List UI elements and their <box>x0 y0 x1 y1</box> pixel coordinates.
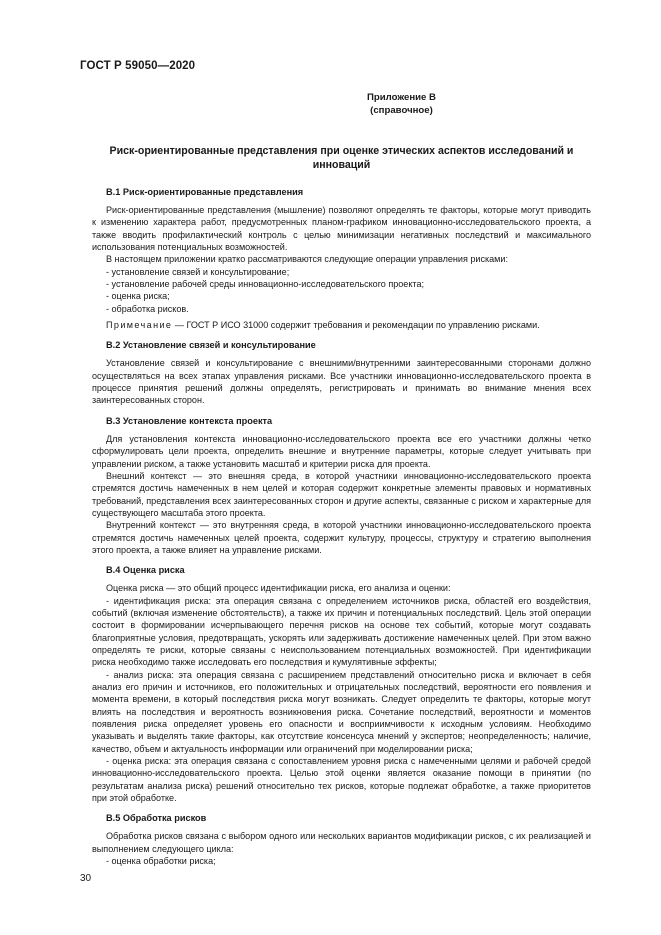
annex-title: Приложение В <box>367 92 436 103</box>
section-b1-paragraph: Риск-ориентированные представления (мышление) позволяют определять те факторы, которые могут приводить к изменению характера работ, предусмотренных планом-графиком инновационно-исследовательского проекта, а также вводить профилактический контроль с целью минимизации негативных последствий и максимального использования потенциальных возможностей. <box>92 205 591 253</box>
section-b4-paragraph: Оценка риска — это общий процесс идентификации риска, его анализа и оценки: <box>106 583 451 594</box>
section-b4-paragraph: - идентификация риска: эта операция связана с определением источников риска, областей его воздействия, событий (включая изменение обстоятельств), а также их причин и потенциальных последствий. Цель этой операции состоит в формировании исчерпывающего перечня рисков на основе тех событий, которые могут создавать благоприятные условия, предотвращать, ускорять или задерживать достижение намеченных целей. При этом важно определять те риски, которые связаны с неиспользованием потенциальных возможностей. При идентификации риска необходимо также исследовать его последствия и кумулятивные эффекты; <box>92 595 591 668</box>
list-item: - установление рабочей среды инновационно-исследовательского проекта; <box>106 279 424 290</box>
standard-code: ГОСТ Р 59050—2020 <box>80 60 196 72</box>
section-b4-paragraph: - анализ риска: эта операция связана с расширением представлений относительно риска и включает в себя анализ его причин и источников, его положительных и отрицательных последствий, вероятности его появления и момента времени, в который последствия риска могут возникать. Следует определить те факторы, которые могут влиять на последствия и вероятность возникновения риска. Сочетание последствий, вероятности и моментов появления риска определяет уровень его опасности и восприимчивости к исходным условиям. Необходимо указывать и выделять такие факторы, как отсутствие консенсуса мнений у экспертов; неопределенность; наличие, качество, объем и актуальность информации или ограничений при моделировании риска; <box>92 669 591 754</box>
section-b3-paragraph: Внутренний контекст — это внутренняя среда, в которой участники инновационно-исследовательского проекта стремятся достичь намеченных целей проекта, содержит культуру, процессы, структуру и стратегию выполнения этого проекта, а также влияет на управление рисками. <box>92 520 591 555</box>
list-item: - установление связей и консультирование; <box>106 266 290 277</box>
section-b5-paragraph: - оценка обработки риска; <box>106 856 216 867</box>
annex-main-title: Риск-ориентированные представления при оценке этических аспектов исследований и инноваций <box>109 145 574 171</box>
section-b4-title: В.4 Оценка риска <box>106 565 185 576</box>
note-text: — ГОСТ Р ИСО 31000 содержит требования и рекомендации по управлению рисками. <box>172 320 540 331</box>
annex-subtitle: (справочное) <box>370 104 433 116</box>
section-b1-paragraph: В настоящем приложении кратко рассматриваются следующие операции управления рисками: <box>106 254 508 265</box>
section-b3-paragraph: Для установления контекста инновационно-исследовательского проекта все его участники должны четко сформулировать цели проекта, определить внешние и внутренние параметры, которые следует учитывать при управлении риском, а также установить масштаб и критерии риска для проекта. <box>92 433 591 469</box>
document-body <box>92 92 591 867</box>
note <box>92 319 591 331</box>
page-number: 30 <box>80 873 92 884</box>
section-b1-title: В.1 Риск-ориентированные представления <box>106 187 304 197</box>
section-b3-paragraph: Внешний контекст — это внешняя среда, в которой участники инновационно-исследовательского проекта стремятся достичь намеченных в нем целей и которая содержит конкретные элементы правовых и нормативных требований, представления всех заинтересованных сторон и другие аспекты, связанные с риском и характерные для существующего масштаба этого проекта. <box>92 470 591 518</box>
note-label: Примечание <box>106 320 173 331</box>
section-b5-title: В.5 Обработка рисков <box>106 813 207 824</box>
list-item: - обработка рисков. <box>106 303 189 314</box>
section-b4-paragraph: - оценка риска: эта операция связана с сопоставлением уровня риска с намеченными целями и рабочей средой инновационно-исследовательского проекта. Целью этой оценки является оказание помощи в принятии (по результатам анализа риска) решений относительно тех рисков, которые подлежат обработке, а также приоритетов при этой обработке. <box>92 756 591 804</box>
list-item: - оценка риска; <box>106 291 170 302</box>
section-b5-paragraph: Обработка рисков связана с выбором одного или нескольких вариантов модификации рисков, с их реализацией и выполнением следующего цикла: <box>92 831 591 854</box>
section-b2-title: В.2 Установление связей и консультирование <box>106 340 316 351</box>
section-b3-title: В.3 Установление контекста проекта <box>106 415 273 426</box>
section-b2-paragraph: Установление связей и консультирование с внешними/внутренними заинтересованными сторонами должно осуществляться на всех этапах управления рисками. Все участники инновационно-исследовательского проекта в процессе принятия решений должны определять, регистрировать и принимать во внимание мнения всех заинтересованных сторон. <box>92 358 591 406</box>
